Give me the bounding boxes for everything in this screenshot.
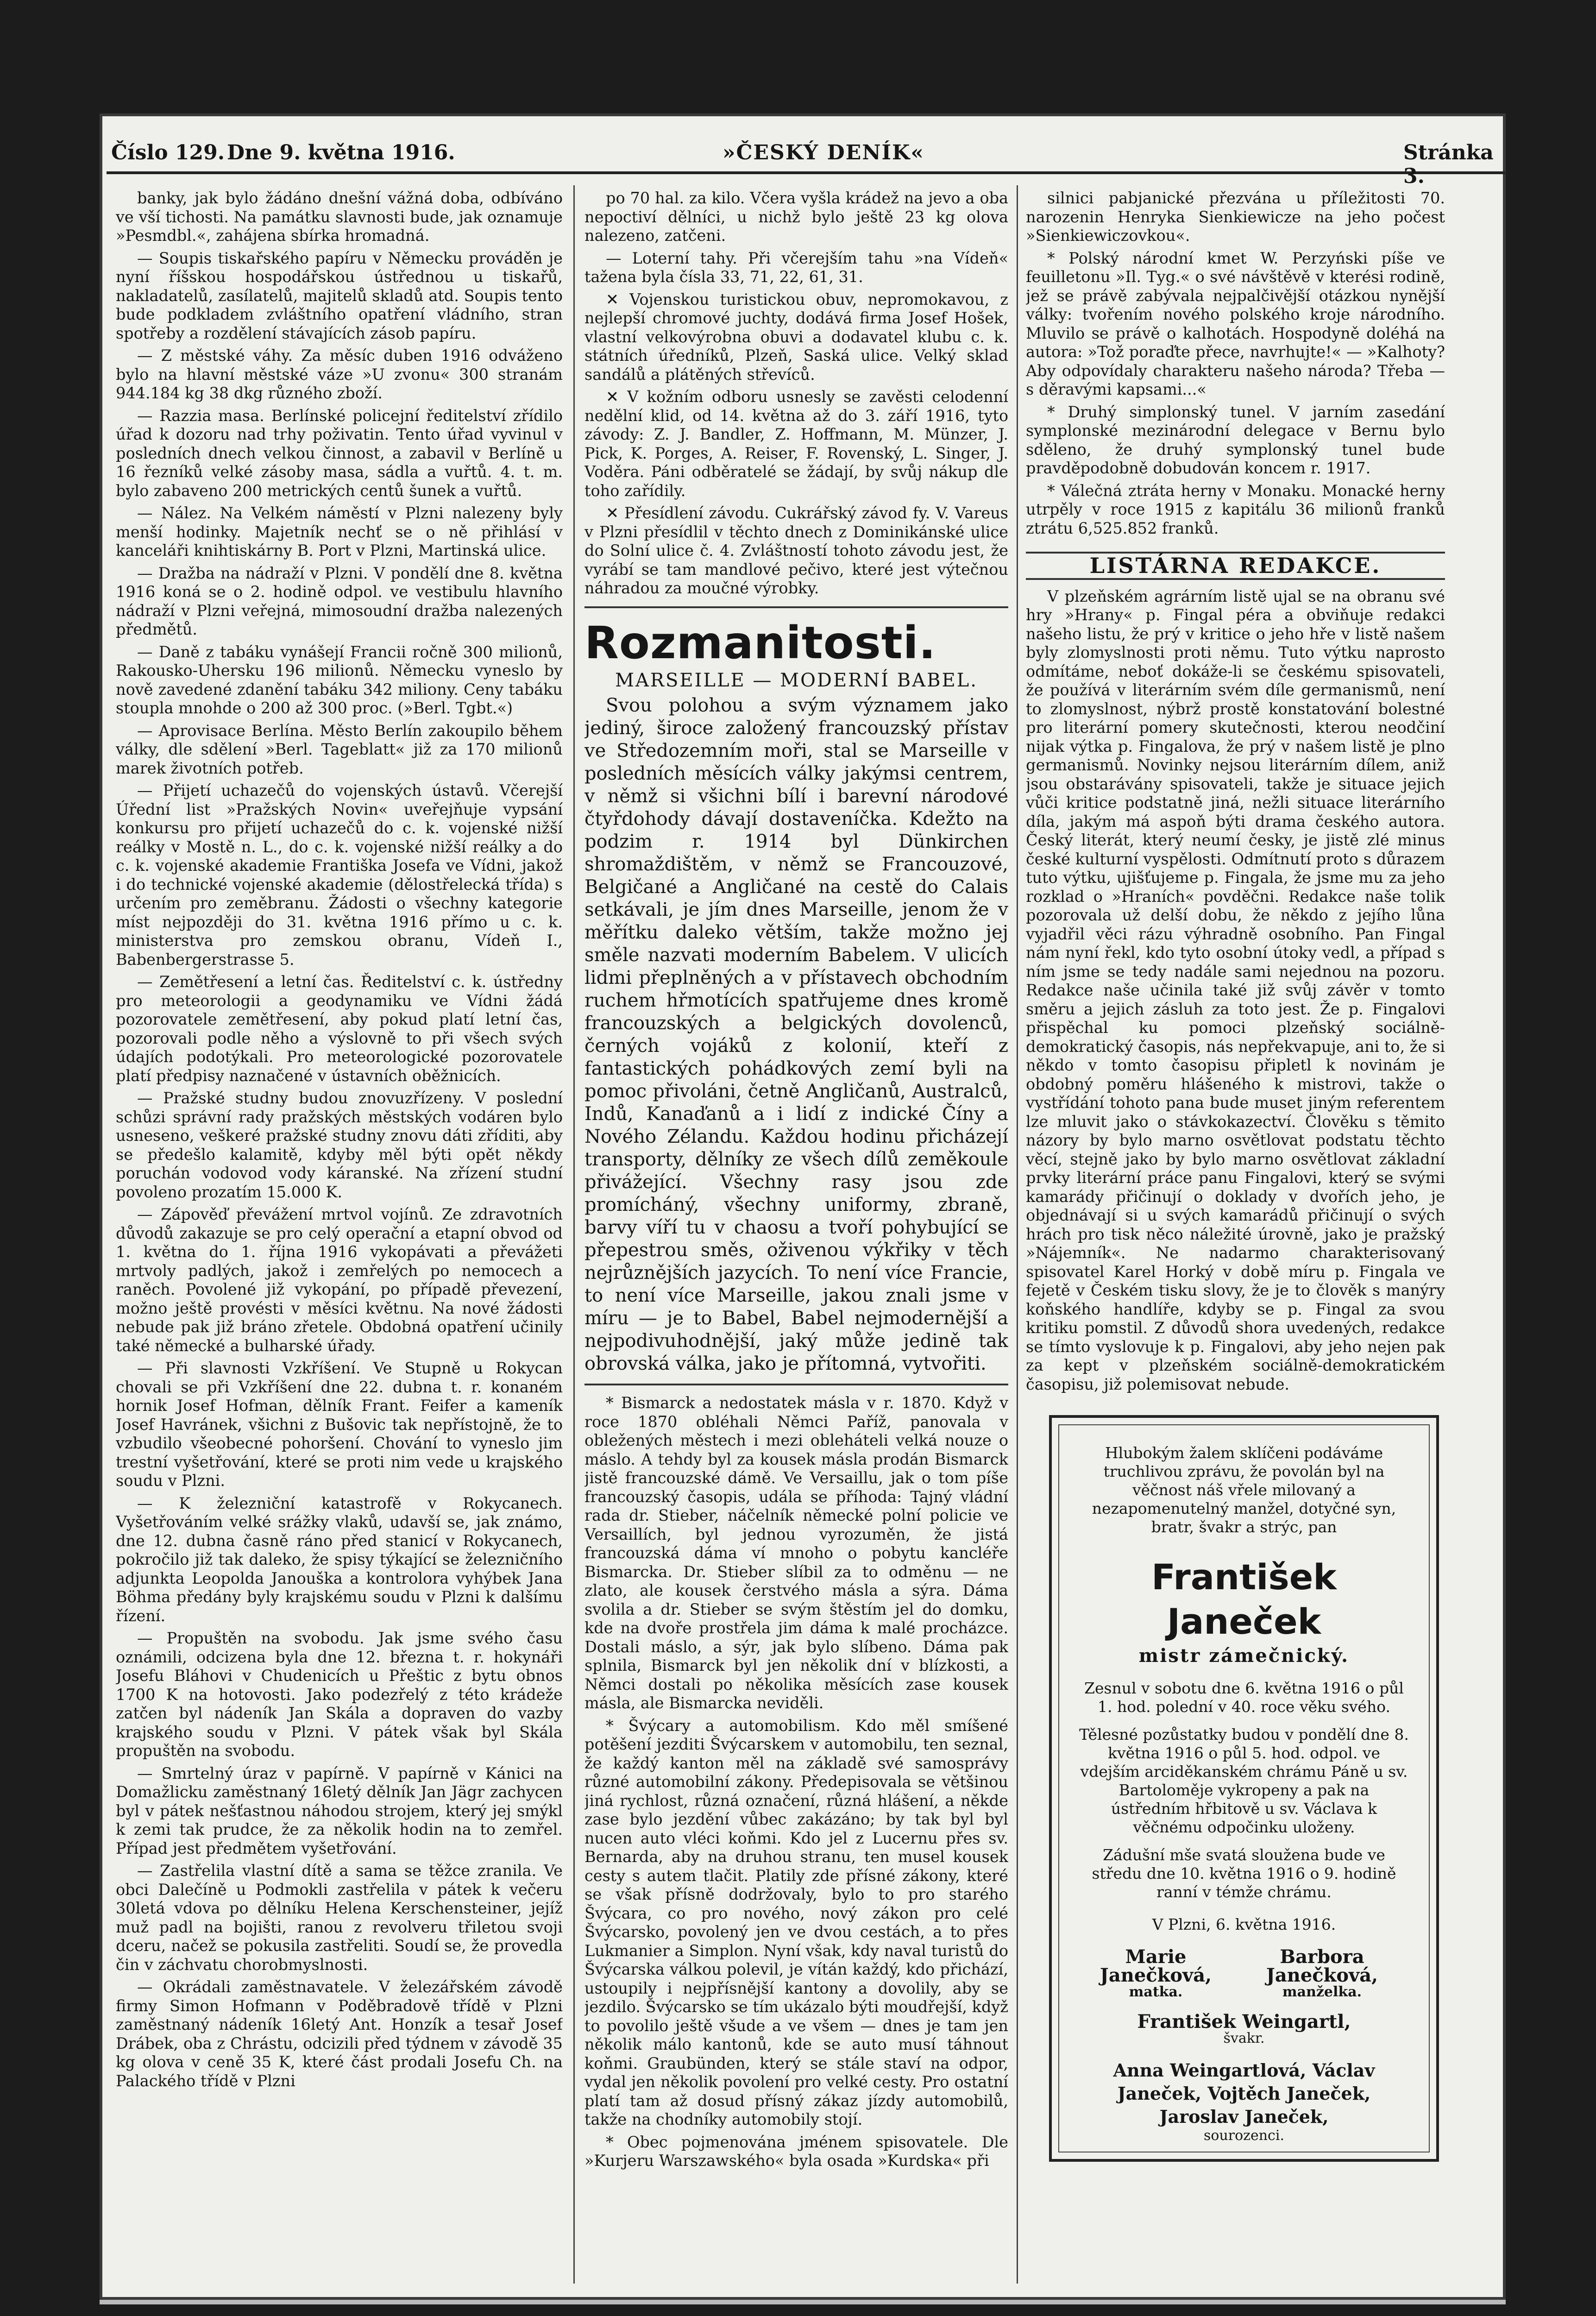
news-item: — Smrtelný úraz v papírně. V papírně v Kánici na Domažlicku zaměstnaný 16letý dělník Jan Jägr zachycen byl v pátek nešťastnou náhodou strojem, který jej smýkl k zemi tak prudce, že za několik hodin na to zemřel. Případ jest předmětem vyšetřování. <box>116 1764 563 1857</box>
obituary-name: František Janeček <box>1151 1556 1337 1642</box>
section-divider <box>584 606 1008 608</box>
page-header <box>107 139 1505 188</box>
advert-item: ✕ Přesídlení závodu. Cukrářský závod fy. V. Vareus v Plzni přesídlil v těchto dnech z Dominikánské ulice do Solní ulice č. 4. Zvláštností tohoto závodu jest, že vyrábí se tam mandlové pečivo, které jest výtečnou náhradou za moučné výrobky. <box>584 504 1008 597</box>
signature-role: matka. <box>1129 1984 1183 2000</box>
signature-name: Marie Janečková, <box>1100 1946 1212 1986</box>
column-rule <box>573 185 575 2284</box>
page-number: Stránka 3. <box>1403 141 1494 188</box>
issue-number: Číslo 129. <box>111 141 225 164</box>
news-item: — Okrádali zaměstnavatele. V železářském závodě firmy Simon Hofmann v Poděbradově třídě v Plzni zaměstnaný nádeník 16letý Ant. Honzík a tesař Josef Drábek, oba z Chrástu, odcizili před týdnem v závodě 35 kg olova v ceně 35 K, které část prodali Josefu Ch. na Palackého třídě v Plzni <box>116 1978 563 2090</box>
news-item: — Nález. Na Velkém náměstí v Plzni nalezeny byly menší hodinky. Majetník nechť se o ně přihlásí v kanceláři knihtiskárny B. Port v Plzni, Martinská ulice. <box>116 504 563 560</box>
column-2 <box>584 189 1008 2273</box>
obituary-notice <box>1049 1415 1439 2162</box>
news-item: banky, jak bylo žádáno dnešní vážná doba, odbíváno ve vší tichosti. Na památku slavnosti bude, jak oznamuje »Pesmdbl.«, zahájena sbírka hromadná. <box>116 189 563 245</box>
news-item: — Aprovisace Berlína. Město Berlín zakoupilo během války, dle sdělení »Berl. Tageblatt« již za 170 milionů marek životních potřeb. <box>116 721 563 777</box>
news-item: — Dražba na nádraží v Plzni. V pondělí dne 8. května 1916 koná se o 2. hodině odpol. ve vestibulu hlavního nádraží v Plzni veřejná, mimosoudní dražba nalezených předmětů. <box>116 564 563 638</box>
obituary-title: mistr zámečnický. <box>1138 1645 1350 1667</box>
news-item: * Válečná ztráta herny v Monaku. Monacké herny utrpěly v roce 1915 z kapitálu 36 milionů franků ztrátu 6,525.852 franků. <box>1026 481 1445 537</box>
news-item: — Při slavnosti Vzkříšení. Ve Stupně u Rokycan chovali se při Vzkříšení dne 22. dubna t. r. konaném hornik Josef Hofman, dělník Frant. Feifer a kameník Josef Havránek, všichni z Bušovic tak nepřístojně, že to vzbudilo všeobecné pohoršení. Chování to vyneslo jim trestní vyšetřování, které se proti nim vede u krajského soudu v Plzni. <box>116 1359 563 1490</box>
section-divider <box>584 1384 1008 1385</box>
page-bottom-edge <box>100 2300 1506 2304</box>
news-item: — Zastřelila vlastní dítě a sama se těžce zranila. Ve obci Dalečíně u Podmokli zastřelila v pátek k večeru 30letá vdova po dělníku Helena Kerschensteiner, jejíž muž padl na bojišti, ranou z revolveru třiletou svoji dceru, načež se pokusila zastřeliti. Soudí se, že provedla čin v záchvatu chorobmyslnosti. <box>116 1862 563 1974</box>
news-item: — Z městské váhy. Za měsíc duben 1916 odváženo bylo na hlavní městské váze »U zvonu« 300 stranám 944.184 kg 38 dkg různého zboží. <box>116 346 563 402</box>
news-item: — Loterní tahy. Při včerejším tahu »na Vídeň« tažena byla čísla 33, 71, 22, 61, 31. <box>584 249 1008 286</box>
section-heading: LISTÁRNA REDAKCE. <box>1026 552 1445 580</box>
advert-item: ✕ Vojenskou turistickou obuv, nepromokavou, z nejlepší chromové juchty, dodává firma Josef Hošek, vlastní velkovýrobna obuvi a dodavatel klubu c. k. státních úředníků, Plzeň, Saská ulice. Velký sklad sandálů a plátěných střevíců. <box>584 290 1008 384</box>
article-title: MARSEILLE — MODERNÍ BABEL. <box>615 669 978 691</box>
column-1 <box>116 189 563 2273</box>
news-item: — Zápověď převážení mrtvol vojínů. Ze zdravotních důvodů zakazuje se pro celý operační a etapní obvod od 1. května do 1. října 1916 vykopávati a převážeti mrtvoly padlých, jakož i zemřelých po nemocech a raněch. Povolené již vykopání, po případě převezení, možno ještě provésti v měsíci květnu. Na nové žádosti nebude pak již bráno zřetele. Obdobná opatření učinily také německé a bulharské úřady. <box>116 1205 563 1355</box>
news-item: — K železniční katastrofě v Rokycanech. Vyšetřováním velké srážky vlaků, udavší se, jak známo, dne 12. dubna časně ráno před stanicí v Rokycanech, pokročilo již tak daleko, že spisy týkající se železničního adjunkta Leopolda Janouška a kontrolora vyhýbek Jana Böhma předány byly krajskému soudu v Plzni k dalšímu řízení. <box>116 1494 563 1625</box>
signature-role: sourozenci. <box>1204 2127 1284 2144</box>
signature-role: švakr. <box>1223 2030 1265 2046</box>
news-item: — Soupis tiskařského papíru v Německu prováděn je nyní říšskou hospodářskou ústřednou u tiskařů, nakladatelů, zasílatelů, majitelů skladů atd. Soupis tento bude podkladem zvláštního opatření vládního, stran spotřeby a rozdělení stávajících zásob papíru. <box>116 249 563 342</box>
news-item: — Zemětřesení a letní čas. Ředitelství c. k. ústředny pro meteorologii a geodynamiku ve Vídni žádá pozorovatele zemětřesení, aby pokud platí letní čas, pozorovali podle něho a výslovně to při všech svých údajích podotýkali. Pro meteorologické pozorovatele platí předpisy naznačené v ústavních oběžnicích. <box>116 973 563 1085</box>
advert-item: ✕ V kožním odboru usnesly se zavěsti celodenní nedělní klid, od 14. května až do 3. září 1916, tyto závody: Z. J. Bandler, Z. Hoffmann, M. Münzer, J. Pick, K. Porges, A. Reiser, F. Rovenský, L. Singer, J. Voděra. Páni odběratelé se žádají, by svůj nákup dle toho zařídily. <box>584 388 1008 500</box>
obituary-intro: Hlubokým žalem sklíčeni podáváme truchlivou zprávu, že povolán byl na věčnost náš vřele milovaný a nezapomenutelný manžel, dotyčné syn, bratr, švakr a strýc, pan <box>1092 1444 1396 1536</box>
obituary-mass: Zádušní mše svatá sloužena bude ve středu dne 10. května 1916 o 9. hodině ranní v témže chrámu. <box>1092 1846 1396 1901</box>
signature-role: manželka. <box>1282 1984 1362 2000</box>
news-item: silnici pabjanické přezvána u příležitosti 70. narozenin Henryka Sienkiewicze na jeho počest »Sienkiewiczovkou«. <box>1026 189 1445 245</box>
obituary-signatures <box>1078 1948 1410 2001</box>
news-item: * Bismarck a nedostatek másla v r. 1870. Když v roce 1870 obléhali Němci Paříž, panovala v obležených městech i mezi obleháteli velká nouze o máslo. A tehdy byl za kousek másla prodán Bismarck jistě francouzské dámě. Ve Versaillu, jak o tom píše francouzský časopis, udála se příhoda: Tajný vládní rada dr. Stieber, náčelník německé polní policie ve Versaillích, byl jednou vyrozuměn, že jistá francouzská dáma ví mnoho o pobytu kancléře Bismarcka. Dr. Stieber slíbil za to odměnu — ne zlato, ale kousek čerstvého másla a sýra. Dáma svolila a dr. Stieber se svým štěstím jel do domku, kde na dvoře prostřela jim dáma k malé procházce. Dostali máslo, a sýr, jak bylo slíbeno. Dáma pak splnila, Bismarck byl jen několik dní v blízkosti, a Němci dostali po několika měsících zase kousek másla, ale Bismarcka neviděli. <box>584 1394 1008 1712</box>
news-item: — Daně z tabáku vynášejí Francii ročně 300 milionů, Rakousko-Uhersku 196 milionů. Německu vyneslo by nově zavedené zdanění tabáku 342 miliony. Ceny tabáku stoupla mnohde o 200 až 300 proc. (»Berl. Tgbt.«) <box>116 642 563 717</box>
editorial-reply: V plzeňském agrárním listě ujal se na obranu své hry »Hrany« p. Fingal péra a obviňuje redakci našeho listu, že prý v kritice o jeho hře v listě našem byly zlomyslnosti proti němu. Tuto výtku naprosto odmítáme, neboť dokáže-li se českému spisovateli, že používá v literárním svém díle germanismů, není to zlomyslnost, nýbrž prostě konstatování bolestné pro literární pomery skutečnosti, kterou neodčiní nijak výtka p. Fingalova, že prý v našem listě je plno germanismů. Novinky nejsou literárním dílem, aniž jsou obstarávány spisovateli, takže je situace jejich vůči kritice podstatně jiná, nežli situace literárního díla, jakým má aspoň býti drama českého autora. Český literát, který neumí česky, je jistě zlé minus české kulturní vyspělosti. Odmítnutí proto s důrazem tuto výtku, ujišťujeme p. Fingala, že jsme mu za jeho rozklad o »Hraních« povděčni. Redakce naše tolik pozorovala už delší dobu, že někdo z jejího lůna vyjadřil věci rázu výhradně osobního. Pan Fingal nám nyní řekl, kdo tyto osobní útoky vedl, a případ s ním jsme se tedy nadále sami nejednou na pozoru. Redakce naše učinila také již svůj závěr v tomto směru a jejich zásluh za toto jest. Že p. Fingalovi přispěchal ku pomoci plzeňský sociálně-demokratický časopis, nás nepřekvapuje, ani to, že si někdo v tomto časopisu připletl k novinám je obdobný poměru hlášeného k mistrovi, takže o vystřídání tohoto pana bude muset jiným referentem lze mluvit jako o stávkokazectví. Člověku s těmito názory by bylo marno osvětlovat podstatu těchto věcí, stejně jako by bylo marno osvětlovat základní prvky literární práce panu Fingalovi, který se svými kamarády přičinují o doklady v dvořích jeho, je objednávají si u svých kamarádů přičinují o svých hrách pro tisk něco náležité úrovně, jako je pražský »Nájemník«. Ne nadarmo charakterisovaný spisovatel Karel Horký v době míru p. Fingala ve fejetě v Českém tisku slovy, že je to člověk s manýry koňského handlíře, kdyby se p. Fingal za svou kritiku pomstil. Z důvodů shora uvedených, redakce se tímto vyslovuje k p. Fingalovi, aby jeho nejen pak za kept v plzeňském sociálně-demokratickém časopisu, již polemisovat nebude. <box>1026 587 1445 1393</box>
news-item: — Přijetí uchazečů do vojenských ústavů. Včerejší Úřední list »Pražských Novin« uveřejňuje vypsání konkursu pro přijetí uchazečů do c. k. vojenské nižší reálky v Mostě n. L., do c. k. vojenské nižší reálky a do c. k. vojenské akademie Františka Josefa ve Vídni, jakož i do technické vojenské akademie (dělostřelecká třída) s určením pro zeměbranu. Žádosti o všechny kategorie míst nejpozději do 31. května 1916 přímo u c. k. ministerstva pro zemskou obranu, Vídeň I., Babenbergerstrasse 5. <box>116 781 563 969</box>
news-item: po 70 hal. za kilo. Včera vyšla krádež na jevo a oba nepoctiví dělníci, u nichž bylo ještě 23 kg olova nalezeno, zatčeni. <box>584 189 1008 245</box>
news-item: * Polský národní kmet W. Perzyński píše ve feuilletonu »Il. Tyg.« o své návštěvě v kterési rodině, jež se právě zabývala nejpalčivější otázkou nynější války: tvořením nového polského kroje národního. Mluvilo se právě o kalhotách. Hospodyně doléhá na autora: »Tož poraďte přece, navrhujte!« — »Kalhoty? Aby odpovídaly charakteru našeho národa? Třeba — s děravými kapsami...« <box>1026 249 1445 398</box>
signature-name: Barbora Janečková, <box>1266 1946 1378 1986</box>
news-item: * Obec pojmenována jménem spisovatele. Dle »Kurjeru Warszawského« byla osada »Kurdska« při <box>584 2133 1008 2170</box>
obituary-place-date: V Plzni, 6. května 1916. <box>1152 1915 1336 1933</box>
news-item: * Švýcary a automobilism. Kdo měl smíšené potěšení jezditi Švýcarskem v automobilu, ten seznal, že každý kanton měl na základě své samosprávy různé automobilní zákony. Předepisovala se většinou jiná rychlost, různá označení, různá hlášení, a někde zase bylo jezdění vůbec zakázáno; by tak byl byl nucen auto vléci koňmi. Kdo jel z Lucernu přes sv. Bernarda, aby na druhou stranu, ten musel kousek cesty s autem tlačit. Platily zde přísné zákony, které se však přísně dodržovaly, bylo to pro starého Švýcara, co pro nového, nový zákon pro celé Švýcarsko, povolený jen ve dvou cestách, a to přes Lukmanier a Simplon. Nyní však, kdy naval turistů do Švýcarska válkou polevil, je vítán každý, kdo přichází, ustoupily i nejpřísnější kantony a dovolily, aby se jezdilo. Švýcarsko se tím ukázalo býti moudřejší, když to povolilo ještě všude a ve všem — dnes je tam jen několik málo kantonů, kde se auto musí táhnout koňmi. Graubünden, který se stále staví na odpor, vydal jen několik povolení pro velké cesty. Pro ostatní platí tam až dosud přísný zákaz jízdy automobilů, takže na chodníky automobily stojí. <box>584 1716 1008 2128</box>
obituary-death: Zesnul v sobotu dne 6. května 1916 o půl 1. hod. polední v 40. roce věku svého. <box>1084 1679 1404 1716</box>
column-rule <box>1017 185 1018 2284</box>
column-3 <box>1026 189 1445 1403</box>
obituary-funeral: Tělesné pozůstatky budou v pondělí dne 8. května 1916 o půl 5. hod. odpol. ve vdejším arciděkanském chrámu Páně u sv. Bartoloměje vykropeny a pak na ústředním hřbitově u sv. Václava k věčnému odpočinku uloženy. <box>1079 1725 1409 1836</box>
signature-names: Anna Weingartlová, Václav Janeček, Vojtěch Janeček, Jaroslav Janeček, <box>1113 2060 1375 2127</box>
news-item: — Razzia masa. Berlínské policejní ředitelství zřídilo úřad k dozoru nad trhy poživatin. Tento úřad vyvinul v posledních dnech velkou činnost, a zabavil v Berlíně u 16 řezníků velké zásoby masa, sádla a vuřtů. 4. t. m. bylo zabaveno 200 metrických centů šunek a vuřtů. <box>116 406 563 500</box>
news-item: — Pražské studny budou znovuzřízeny. V poslední schůzi správní rady pražských městských vodáren bylo usneseno, veškeré pražské studny znovu dáti zříditi, aby se předešlo kalamitě, kdyby měl býti opět někdy poruchán vodovod vody káranské. Na zřízení studní povoleno prozatím 15.000 K. <box>116 1089 563 1201</box>
article-body: Svou polohou a svým významem jako jediný, široce založený francouzský přístav ve Středozemním moři, stal se Marseille v posledních měsících války jakýmsi centrem, v němž si všichni bílí i barevní národové čtyřdohody dávají dostaveníčka. Kdežto na podzim r. 1914 byl Dünkirchen shromaždištěm, v němž se Francouzové, Belgičané a Angličané na cestě do Calais setkávali, je jím dnes Marseille, jenom že v měřítku daleko větším, takže možno jej směle nazvati moderním Babelem. V ulicích lidmi přeplněných a v přístavech obchodním ruchem hřmotících spatřujeme dnes kromě francouzských a belgických dovolenců, černých vojáků z kolonií, kteří z fantastických pohádkových zemí byli na pomoc přivoláni, četně Angličanů, Australců, Indů, Kanaďanů a i lidí z indické Číny a Nového Zélandu. Každou hodinu přicházejí transporty, dělníky ze všech dílů zeměkoule přivážející. Všechny rasy jsou zde promícháný, všechny uniformy, zbraně, barvy víří tu v chaosu a tvoří pohybující se přepestrou směs, oživenou výkřiky v těch nejrůznějších jazycích. To není více Francie, to není více Marseille, jakou znali jsme v míru — je to Babel, Babel nejmodernější a nejpodivuhodnější, jaký může jedině tak obrovská válka, jako je přítomná, vytvořiti. <box>584 695 1008 1374</box>
news-item: * Druhý simplonský tunel. V jarním zasedání symplonské mezinárodní delegace v Bernu bylo sděleno, že druhý symplonský tunel bude pravděpodobně dobudován koncem r. 1917. <box>1026 403 1445 477</box>
news-item: — Propuštěn na svobodu. Jak jsme svého času oznámili, odcizena byla dne 12. března t. r. hokynáři Josefu Bláhovi v Chudenicích u Přeštic z bytu obnos 1700 K na hotovosti. Jako podezřelý z této krádeže zatčen byl nádeník Jan Skála a dopraven do vazby krajského soudu v Plzni. V pátek však byl Skála propuštěn na svobodu. <box>116 1629 563 1760</box>
issue-date: Dne 9. května 1916. <box>227 141 455 164</box>
newspaper-title: »ČESKÝ DENÍK« <box>723 141 924 164</box>
section-heading: Rozmanitosti. <box>584 617 936 669</box>
signature-name: František Weingartl, <box>1137 2011 1351 2033</box>
